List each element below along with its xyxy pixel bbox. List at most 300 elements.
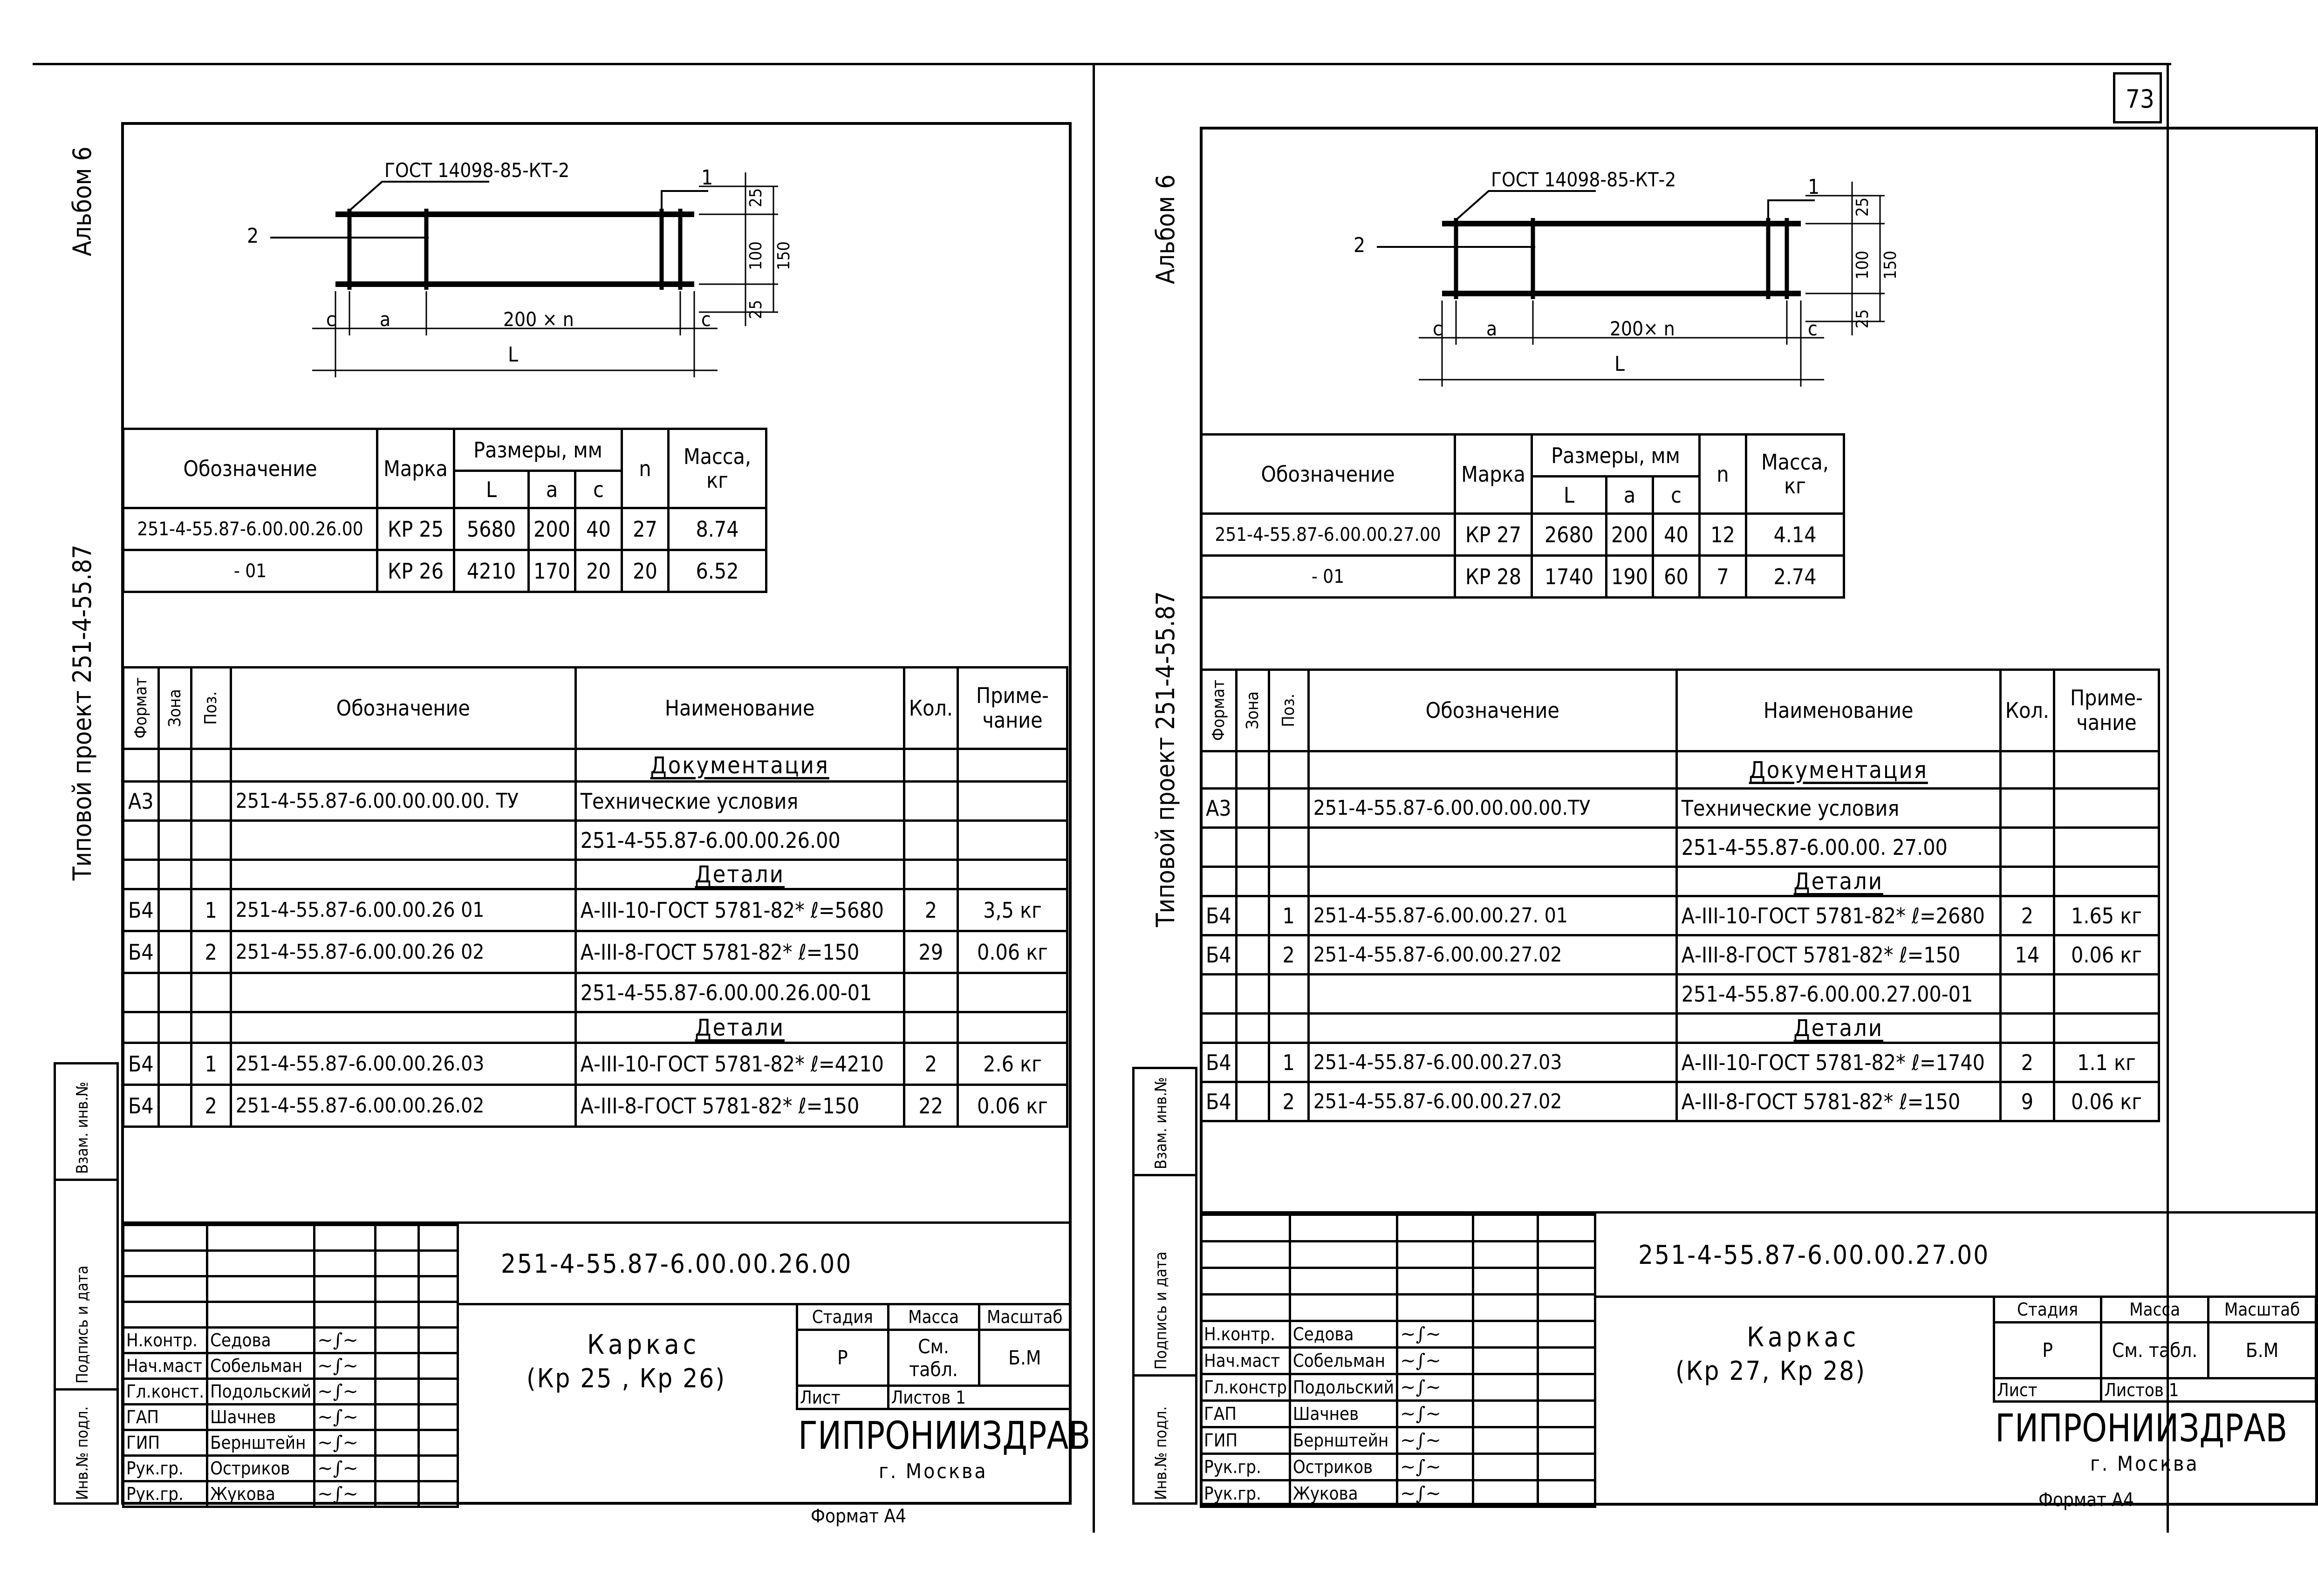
spec-cell-name: А-III-8-ГОСТ 5781-82* ℓ=150 [1676,1082,2000,1121]
spec-header-zone: Зона [165,689,185,727]
spec-cell-zone [158,1085,191,1127]
spec-row [123,1043,1067,1085]
spec-cell-zone [158,1012,191,1043]
dim-c-left: c [1433,317,1443,340]
spec-cell-note: 3,5 кг [958,889,1067,931]
spec-row [123,821,1067,860]
stamp-stage-header: Стадия [1994,1297,2101,1323]
spec-cell-pos: 1 [1269,896,1308,935]
role-name: Собельман [1290,1348,1397,1374]
pt-header-mark: Марка [377,429,454,508]
signature-cell [1397,1480,1473,1507]
spec-cell-name: Технические условия [1676,789,2000,828]
spec-cell-qty [2000,828,2054,867]
pt-header-designation: Обозначение [123,429,377,508]
spec-cell-qty: 9 [2000,1082,2054,1121]
stamp-sheet-label: Лист [1994,1378,2101,1402]
spec-cell-note [958,860,1067,889]
signature-scribble-icon: ~∫∼ [1400,1456,1441,1478]
pt-cell-designation: 251-4-55.87-6.00.00.26.00 [123,508,377,550]
spec-cell-qty: 2 [2000,896,2054,935]
signature-cell [315,1481,376,1507]
spec-cell-name: Документация [1676,751,2000,789]
dim-200n: 200 × n [503,308,574,331]
stamp-role-row [123,1328,458,1353]
spec-cell-format: Б4 [123,1085,159,1127]
spec-cell-zone [1236,789,1269,828]
pt-header-mark: Марка [1455,435,1532,514]
pt-cell-L: 5680 [454,508,529,550]
spec-cell-format: Б4 [1201,1082,1237,1121]
spec-cell-name: Документация [575,749,904,782]
pt-cell-a: 170 [529,550,575,592]
spec-header-pos: Поз. [201,691,221,725]
pt-cell-a: 200 [1607,514,1653,556]
spec-row [1201,1082,2159,1121]
pt-cell-designation: 251-4-55.87-6.00.00.27.00 [1201,514,1455,556]
sign-date-cell [56,1181,116,1391]
signature-cell [315,1430,376,1456]
stamp-blank-row [123,1251,458,1276]
stamp-stage-value: Р [1994,1323,2101,1378]
spec-row [123,749,1067,782]
spec-cell-format [1201,1014,1237,1043]
title-block [1200,1211,2317,1505]
frame-drawing [1349,168,2001,410]
pt-header-a: a [529,471,575,508]
spec-cell-designation: 251-4-55.87-6.00.00.27.02 [1308,935,1676,975]
spec-cell-pos: 2 [191,1085,231,1127]
spec-cell-note [958,749,1067,782]
spec-cell-format [123,973,159,1012]
pt-cell-mass: 2.74 [1746,556,1844,598]
spec-cell-format: А3 [1201,789,1237,828]
spec-cell-note: 1.65 кг [2054,896,2159,935]
format-label: Формат А4 [2038,1489,2134,1511]
dim-25-top: 25 [1853,197,1872,217]
spec-cell-format: Б4 [123,889,159,931]
role-name: Жукова [1290,1480,1397,1507]
spec-cell-zone [158,889,191,931]
spec-cell-pos [191,782,231,821]
signature-cell [315,1328,376,1353]
signature-cell [315,1405,376,1430]
stamp-stage-header: Стадия [797,1304,889,1330]
spec-cell-name: 251-4-55.87-6.00.00.26.00-01 [575,973,904,1012]
inv-cell [56,1391,116,1507]
stamp-scale-value: Б.М [2209,1323,2316,1378]
spec-header-format: Формат [131,677,150,739]
stamp-sheet-label: Лист [797,1386,889,1409]
spec-cell-note [2054,789,2159,828]
spec-header-zone: Зона [1243,691,1262,730]
stamp-subtitle: (Кр 25 , Кр 26) [527,1364,726,1394]
pos1-leader [1768,200,1815,220]
spec-header-format: Формат [1209,680,1228,741]
spec-cell-note [2054,867,2159,896]
pt-cell-mark: КР 26 [377,550,454,592]
signature-cell [1397,1374,1473,1401]
gost-label: ГОСТ 14098-85-КТ-2 [1491,168,1676,191]
spec-cell-format [1201,828,1237,867]
spec-cell-designation: 251-4-55.87-6.00.00.26 01 [231,889,575,931]
spec-cell-pos: 2 [1269,935,1308,975]
stamp-scale-header: Масштаб [2209,1297,2316,1323]
spec-cell-pos: 1 [191,1043,231,1085]
signature-scribble-icon: ~∫∼ [1400,1483,1441,1504]
spec-cell-zone [158,821,191,860]
organization-city: г. Москва [879,1460,988,1483]
stamp-code: 251-4-55.87-6.00.00.26.00 [501,1249,853,1279]
dim-100: 100 [1853,251,1872,280]
spec-cell-format: А3 [123,782,159,821]
spec-cell-name: Детали [1676,867,2000,896]
signature-scribble-icon: ~∫∼ [317,1458,358,1479]
spec-header-note: Приме-чание [958,668,1067,749]
stamp-code: 251-4-55.87-6.00.00.27.00 [1638,1240,1990,1270]
spec-row [1201,867,2159,896]
spec-cell-format: Б4 [123,1043,159,1085]
spec-cell-note: 0.06 кг [958,1085,1067,1127]
role-name: Бернштейн [207,1430,315,1456]
pt-cell-mass: 4.14 [1746,514,1844,556]
spec-cell-designation: 251-4-55.87-6.00.00.27.03 [1308,1043,1676,1082]
pt-header-c: c [575,471,622,508]
spec-cell-designation: 251-4-55.87-6.00.00.26.03 [231,1043,575,1085]
spec-cell-qty [2000,789,2054,828]
dim-200n: 200× n [1610,317,1675,340]
signature-scribble-icon: ~∫∼ [317,1330,358,1351]
spec-cell-note [2054,751,2159,789]
spec-row [123,1085,1067,1127]
spec-cell-zone [158,973,191,1012]
pt-cell-mass: 8.74 [669,508,766,550]
spec-cell-designation [1308,867,1676,896]
spec-cell-format: Б4 [1201,935,1237,975]
pt-cell-n: 20 [622,550,669,592]
signature-scribble-icon: ~∫∼ [317,1483,358,1505]
spec-cell-qty [904,973,957,1012]
spec-cell-qty: 2 [904,1043,957,1085]
pt-cell-mark: КР 27 [1455,514,1532,556]
signature-scribble-icon: ~∫∼ [1400,1377,1441,1398]
spec-cell-zone [1236,1082,1269,1121]
spec-row [1201,828,2159,867]
stamp-scale-header: Масштаб [979,1304,1070,1330]
stamp-role-row [1201,1427,1595,1454]
role-name: Седова [1290,1321,1397,1348]
spec-row [1201,751,2159,789]
spec-cell-qty [904,860,957,889]
spec-cell-zone [1236,1014,1269,1043]
pt-header-mass: Масса, кг [669,429,766,508]
role-title: Гл.констр [1201,1374,1290,1401]
stamp-blank-row [1201,1215,1595,1241]
spec-cell-pos [1269,975,1308,1014]
specification-table [122,666,1068,1128]
stamp-role-row [1201,1480,1595,1507]
spec-cell-note [2054,1014,2159,1043]
spec-cell-note: 1.1 кг [2054,1043,2159,1082]
signature-cell [1397,1321,1473,1348]
dim-150: 150 [774,241,793,270]
gost-leader [1456,191,1596,220]
role-title: Рук.гр. [1201,1454,1290,1480]
gost-label: ГОСТ 14098-85-КТ-2 [384,159,570,182]
signature-scribble-icon: ~∫∼ [317,1355,358,1377]
format-label: Формат А4 [811,1506,906,1527]
spec-cell-zone [1236,867,1269,896]
spec-cell-pos: 1 [1269,1043,1308,1082]
pt-cell-L: 4210 [454,550,529,592]
spec-cell-name: А-III-10-ГОСТ 5781-82* ℓ=5680 [575,889,904,931]
dim-25-bottom: 25 [746,300,766,319]
stamp-mass-value: См. табл. [888,1330,979,1386]
stamp-role-row [123,1481,458,1507]
pt-header-mass: Масса, кг [1746,435,1844,514]
spec-cell-name: А-III-10-ГОСТ 5781-82* ℓ=1740 [1676,1043,2000,1082]
spec-cell-pos: 2 [1269,1082,1308,1121]
pos1-label: 1 [701,166,713,190]
role-title: ГАП [1201,1401,1290,1427]
organization-name: ГИПРОНИИЗДРАВ [798,1414,1091,1458]
stage-table [796,1303,1072,1410]
stamp-role-row [1201,1401,1595,1427]
organization-name: ГИПРОНИИЗДРАВ [1995,1406,2288,1451]
parameter-table [1200,433,1845,599]
vzam-label: Взам. инв.№ [73,1082,92,1174]
stamp-mass-value: См. табл. [2101,1323,2209,1378]
pos1-leader [662,191,708,211]
sign-date-label: Подпись и дата [1152,1251,1170,1370]
spec-header-name: Наименование [1676,670,2000,751]
spec-cell-format [123,860,159,889]
signature-scribble-icon: ~∫∼ [1400,1323,1441,1345]
pt-cell-designation: - 01 [123,550,377,592]
spec-cell-designation: 251-4-55.87-6.00.00.27.02 [1308,1082,1676,1121]
role-name: Остриков [1290,1454,1397,1480]
spec-cell-zone [1236,896,1269,935]
stamp-sheets-label: Листов 1 [2101,1378,2316,1402]
dim-100: 100 [746,241,766,270]
stamp-sheets-label: Листов 1 [888,1386,1070,1409]
spec-cell-note [958,1012,1067,1043]
role-title: Нач.маст [1201,1348,1290,1374]
spec-cell-zone [158,931,191,973]
pt-cell-c: 40 [575,508,622,550]
spec-row [123,782,1067,821]
spec-cell-designation [231,1012,575,1043]
signature-cell [315,1353,376,1379]
signature-scribble-icon: ~∫∼ [317,1432,358,1453]
spec-row [1201,896,2159,935]
organization-city: г. Москва [2090,1452,2199,1476]
dim-c-left: c [326,308,336,331]
pt-header-c: c [1653,477,1700,514]
side-strip [1132,1067,1197,1505]
pt-header-n: n [1700,435,1746,514]
spec-cell-format: Б4 [123,931,159,973]
stamp-role-row [1201,1374,1595,1401]
spec-cell-zone [1236,935,1269,975]
spec-cell-designation [231,860,575,889]
dim-150: 150 [1881,251,1900,280]
spec-cell-qty: 2 [2000,1043,2054,1082]
spec-cell-pos: 1 [191,889,231,931]
spec-cell-qty [2000,1014,2054,1043]
spec-cell-designation: 251-4-55.87-6.00.00.27. 01 [1308,896,1676,935]
spec-cell-qty [904,1012,957,1043]
frame-drawing [242,158,895,401]
spec-cell-note [958,973,1067,1012]
pos2-label: 2 [1354,233,1366,257]
spec-cell-format: Б4 [1201,896,1237,935]
spec-cell-designation [231,821,575,860]
signature-cell [1397,1348,1473,1374]
stamp-role-row [1201,1321,1595,1348]
pos2-label: 2 [247,224,259,248]
pt-header-L: L [1532,477,1607,514]
dim-25-bottom: 25 [1853,309,1872,328]
stamp-blank-row [123,1302,458,1328]
spec-cell-zone [158,749,191,782]
side-strip [54,1062,119,1505]
spec-cell-name: Детали [1676,1014,2000,1043]
spec-cell-qty [2000,751,2054,789]
spec-row [1201,789,2159,828]
inv-label: Инв.№ подл. [1152,1406,1170,1500]
spec-header-pos: Поз. [1279,694,1299,727]
spec-cell-zone [1236,751,1269,789]
spec-cell-pos [191,860,231,889]
stamp-title: Каркас [587,1329,700,1360]
pt-cell-L: 2680 [1532,514,1607,556]
stamp-role-row [1201,1454,1595,1480]
spec-cell-designation: 251-4-55.87-6.00.00.00.00. ТУ [231,782,575,821]
role-name: Остриков [207,1456,315,1481]
pt-header-designation: Обозначение [1201,435,1455,514]
signature-grid [122,1224,459,1508]
dim-a: a [1486,317,1497,340]
spec-cell-format [123,1012,159,1043]
spec-cell-zone [158,1043,191,1085]
role-title: Нач.маст [123,1353,207,1379]
spec-cell-name: А-III-8-ГОСТ 5781-82* ℓ=150 [1676,935,2000,975]
spec-cell-designation [1308,751,1676,789]
spec-cell-note [958,821,1067,860]
pt-row [1201,514,1844,556]
spec-cell-name: А-III-8-ГОСТ 5781-82* ℓ=150 [575,931,904,973]
spec-cell-name: 251-4-55.87-6.00.00.26.00 [575,821,904,860]
spec-cell-pos [1269,867,1308,896]
pt-cell-L: 1740 [1532,556,1607,598]
spec-cell-pos [191,821,231,860]
signature-cell [1397,1401,1473,1427]
role-title: Н.контр. [1201,1321,1290,1348]
spec-row [123,973,1067,1012]
spec-cell-qty: 22 [904,1085,957,1127]
spec-cell-format [1201,751,1237,789]
pt-cell-mark: КР 25 [377,508,454,550]
pt-cell-mark: КР 28 [1455,556,1532,598]
spec-cell-format [123,821,159,860]
signature-cell [315,1456,376,1481]
dim-L: L [1614,352,1625,376]
role-title: Рук.гр. [1201,1480,1290,1507]
sheet-right [1093,0,2300,1596]
spec-header-designation: Обозначение [1308,670,1676,751]
signature-cell [1397,1427,1473,1454]
pt-cell-a: 200 [529,508,575,550]
role-name: Подольский [207,1379,315,1405]
spec-cell-pos [1269,751,1308,789]
role-title: ГИП [1201,1427,1290,1454]
role-title: Гл.конст. [123,1379,207,1405]
pt-cell-c: 60 [1653,556,1700,598]
pt-header-a: a [1607,477,1653,514]
role-title: ГИП [123,1430,207,1456]
stamp-blank-row [123,1225,458,1251]
spec-row [1201,1014,2159,1043]
spec-cell-qty [904,749,957,782]
pt-row [1201,556,1844,598]
stamp-role-row [123,1405,458,1430]
spec-row [1201,975,2159,1014]
stamp-scale-value: Б.М [979,1330,1070,1386]
spec-cell-designation [231,973,575,1012]
spec-cell-designation: 251-4-55.87-6.00.00.26 02 [231,931,575,973]
role-title: Рук.гр. [123,1481,207,1507]
spec-cell-note [2054,828,2159,867]
page-number: 73 [2126,84,2154,114]
spec-cell-note [2054,975,2159,1014]
pt-cell-n: 12 [1700,514,1746,556]
spec-cell-note [958,782,1067,821]
gost-leader [349,182,489,211]
project-label: Типовой проект 251-4-55.87 [68,544,97,880]
stamp-role-row [123,1353,458,1379]
spec-cell-qty [904,782,957,821]
parameter-table [122,428,767,593]
spec-cell-pos: 2 [191,931,231,973]
spec-row [123,889,1067,931]
pt-cell-n: 7 [1700,556,1746,598]
signature-scribble-icon: ~∫∼ [1400,1430,1441,1451]
pt-cell-a: 190 [1607,556,1653,598]
spec-header-note: Приме-чание [2054,670,2159,751]
spec-cell-name: Технические условия [575,782,904,821]
album-label: Альбом 6 [1151,174,1180,284]
spec-cell-format: Б4 [1201,1043,1237,1082]
spec-row [1201,935,2159,975]
pt-cell-n: 27 [622,508,669,550]
spec-cell-name: 251-4-55.87-6.00.00. 27.00 [1676,828,2000,867]
pt-row [123,508,766,550]
pt-row [123,550,766,592]
stamp-subtitle: (Кр 27, Кр 28) [1675,1356,1867,1386]
spec-cell-designation [231,749,575,782]
pt-header-sizes: Размеры, мм [1532,435,1700,477]
spec-cell-note: 0.06 кг [2054,1082,2159,1121]
role-name: Подольский [1290,1374,1397,1401]
spec-cell-designation [1308,1014,1676,1043]
title-block [122,1221,1091,1505]
dim-c-right: c [1808,317,1818,340]
spec-cell-designation: 251-4-55.87-6.00.00.26.02 [231,1085,575,1127]
sheet-left [0,0,1090,1596]
role-title: Рук.гр. [123,1456,207,1481]
spec-cell-qty [904,821,957,860]
